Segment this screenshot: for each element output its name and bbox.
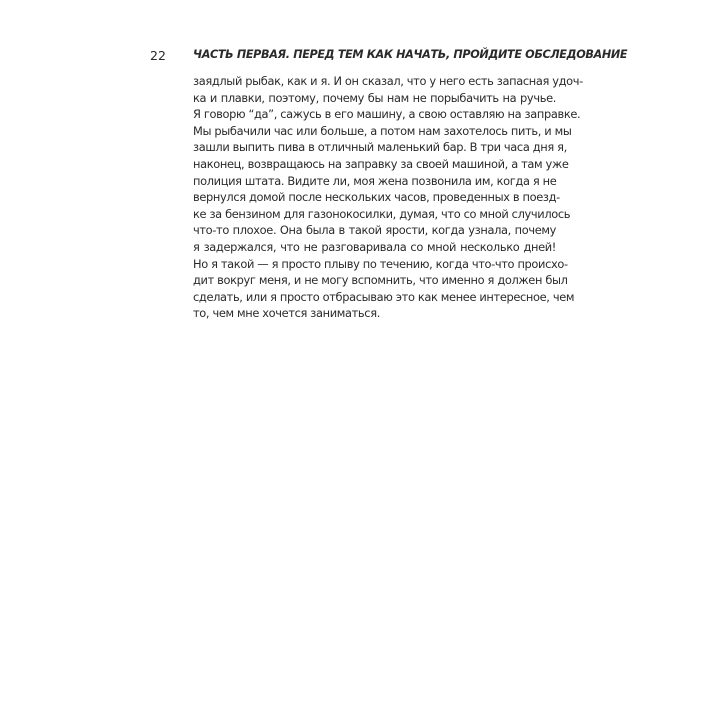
body-text <box>193 73 583 322</box>
text-line: Но я такой — я просто плыву по течению, когда что-что происхо- <box>193 256 568 271</box>
text-line: сделать, или я просто отбрасываю это как менее интересное, чем <box>193 289 575 304</box>
text-line: заядлый рыбак, как и я. И он сказал, что у него есть запасная удоч- <box>193 74 583 88</box>
text-line: ка и плавки, поэтому, почему бы нам не порыбачить на ручье. <box>193 90 556 105</box>
text-line: зашли выпить пива в отличный маленький бар. В три часа дня я, <box>193 140 567 155</box>
text-line: я задержался, что не разговаривала со мной несколько дней! <box>193 239 556 254</box>
text-line: Мы рыбачили час или больше, а потом нам захотелось пить, и мы <box>193 123 572 138</box>
text-line: ке за бензином для газонокосилки, думая, что со мной случилось <box>193 206 571 221</box>
text-line: вернулся домой после нескольких часов, проведенных в поезд- <box>193 190 560 205</box>
text-line: дит вокруг меня, и не могу вспомнить, что именно я должен был <box>193 273 568 288</box>
text-line: наконец, возвращаюсь на заправку за своей машиной, а там уже <box>193 156 569 171</box>
text-line: то, чем мне хочется заниматься. <box>193 306 380 321</box>
page-number: 22 <box>150 48 166 63</box>
text-line: полиция штата. Видите ли, моя жена позвонила им, когда я не <box>193 173 557 188</box>
text-line: что-то плохое. Она была в такой ярости, когда узнала, почему <box>193 223 556 238</box>
running-head: ЧАСТЬ ПЕРВАЯ. ПЕРЕД ТЕМ КАК НАЧАТЬ, ПРОЙДИТЕ ОБСЛЕДОВАНИЕ <box>193 48 628 61</box>
text-line: Я говорю “да”, сажусь в его машину, а свою оставляю на заправке. <box>193 107 581 122</box>
